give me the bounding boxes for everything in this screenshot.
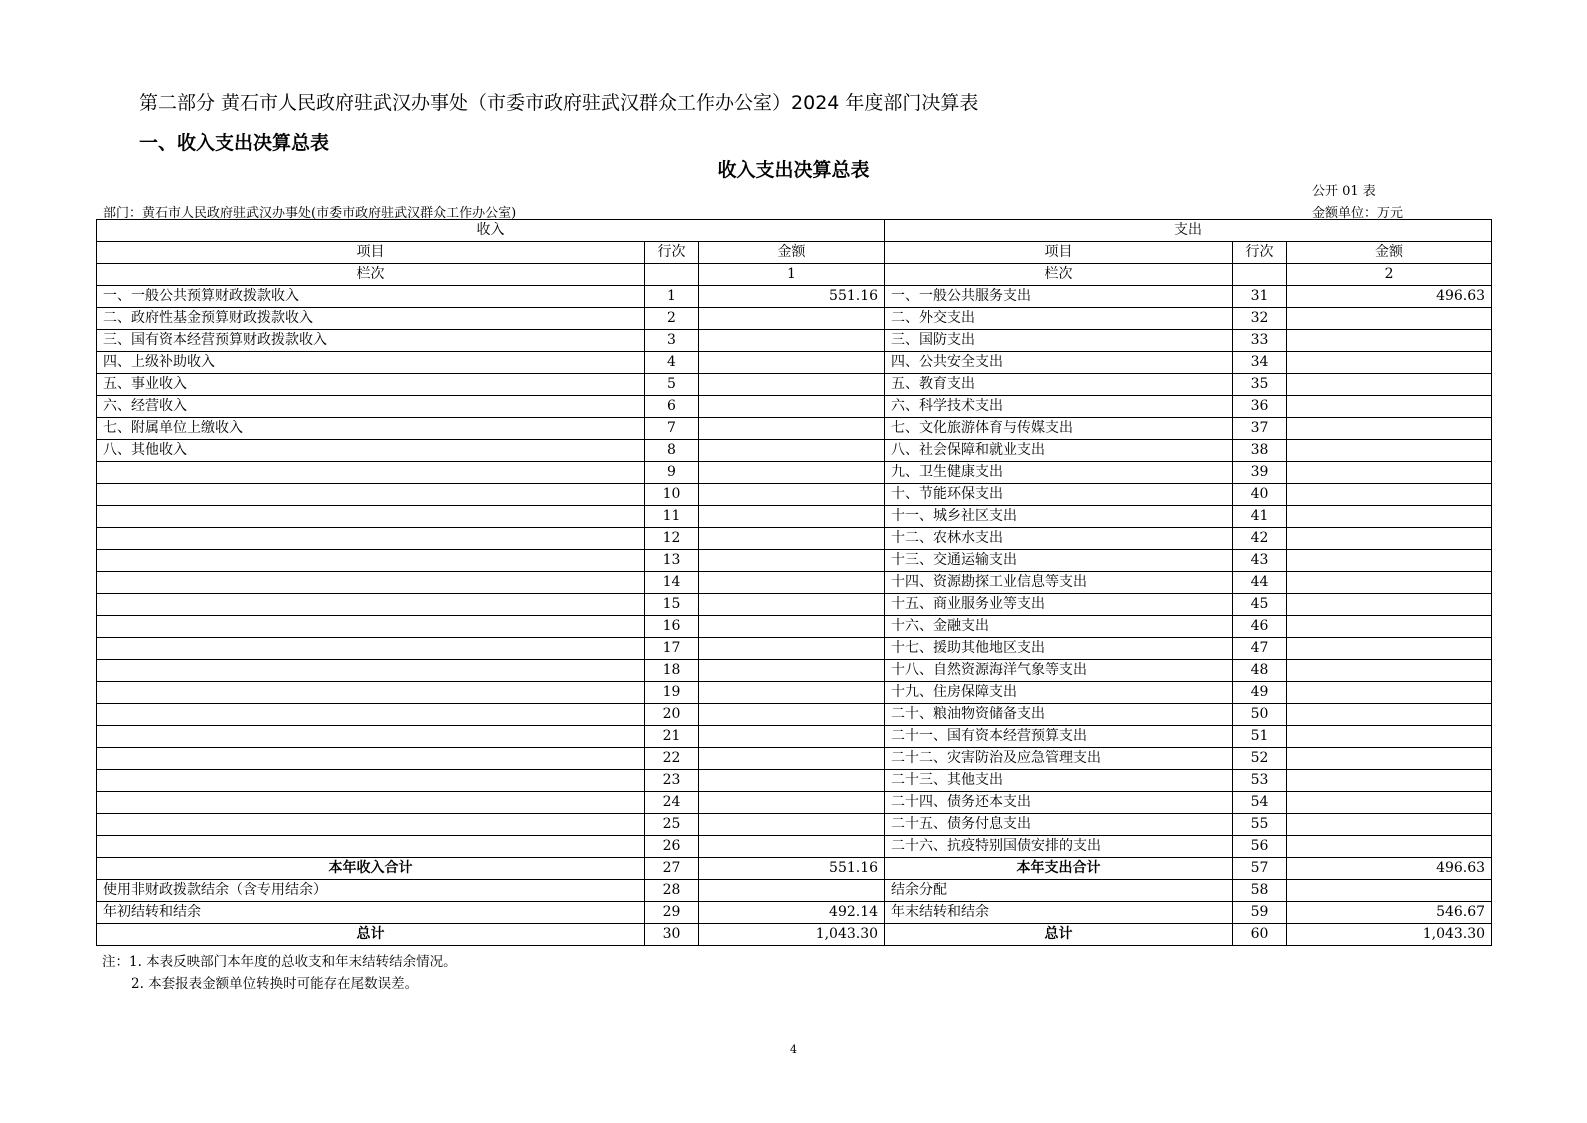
- table-row: [97, 770, 1492, 792]
- income-line-no-header: 行次: [645, 242, 699, 264]
- table-row: [97, 550, 1492, 572]
- income-item-name: [97, 726, 645, 748]
- expense-line-no: 40: [1233, 484, 1287, 506]
- expense-item-name: 十六、金融支出: [885, 616, 1233, 638]
- income-line-no: 23: [645, 770, 699, 792]
- expense-item-name: 十五、商业服务业等支出: [885, 594, 1233, 616]
- income-line-no: 16: [645, 616, 699, 638]
- income-item-name: 六、经营收入: [97, 396, 645, 418]
- expense-line-no: 31: [1233, 286, 1287, 308]
- expense-amount: [1287, 308, 1492, 330]
- expense-item-name: 二十一、国有资本经营预算支出: [885, 726, 1233, 748]
- income-amount: [699, 748, 885, 770]
- expense-amount: [1287, 396, 1492, 418]
- income-amount: [699, 792, 885, 814]
- table-row: [97, 572, 1492, 594]
- income-amount: [699, 704, 885, 726]
- table-row: [97, 616, 1492, 638]
- page-number: 4: [790, 1043, 797, 1056]
- expense-line-no: 48: [1233, 660, 1287, 682]
- department-label: 部门：黄石市人民政府驻武汉办事处(市委市政府驻武汉群众工作办公室): [103, 206, 517, 221]
- income-line-no: 26: [645, 836, 699, 858]
- income-item-header: 项目: [97, 242, 645, 264]
- document-heading: 第二部分 黄石市人民政府驻武汉办事处（市委市政府驻武汉群众工作办公室）2024 年度部门决算表: [139, 92, 979, 114]
- income-amount: 551.16: [699, 858, 885, 880]
- income-amount: [699, 440, 885, 462]
- expense-line-no: 47: [1233, 638, 1287, 660]
- income-amount: [699, 550, 885, 572]
- expense-item-header: 项目: [885, 242, 1233, 264]
- expense-line-no: 55: [1233, 814, 1287, 836]
- income-amount: [699, 638, 885, 660]
- income-line-no: 4: [645, 352, 699, 374]
- table-row: [97, 726, 1492, 748]
- expense-amount: [1287, 704, 1492, 726]
- expense-item-name: 十、节能环保支出: [885, 484, 1233, 506]
- expense-amount: 496.63: [1287, 858, 1492, 880]
- expense-line-no: 34: [1233, 352, 1287, 374]
- expense-item-name: 一、一般公共服务支出: [885, 286, 1233, 308]
- expense-amount: [1287, 726, 1492, 748]
- income-line-no: 21: [645, 726, 699, 748]
- expense-line-no: 58: [1233, 880, 1287, 902]
- income-line-no: 30: [645, 924, 699, 946]
- table-row: [97, 308, 1492, 330]
- expense-line-no-blank: [1233, 264, 1287, 286]
- expense-item-name: 五、教育支出: [885, 374, 1233, 396]
- income-amount: [699, 726, 885, 748]
- table-row: [97, 704, 1492, 726]
- income-amount: [699, 308, 885, 330]
- expense-item-name: 六、科学技术支出: [885, 396, 1233, 418]
- expense-item-name: 七、文化旅游体育与传媒支出: [885, 418, 1233, 440]
- expense-line-no: 41: [1233, 506, 1287, 528]
- expense-line-no: 51: [1233, 726, 1287, 748]
- footnote-2: 2. 本套报表金额单位转换时可能存在尾数误差。: [131, 976, 419, 992]
- expense-line-no: 50: [1233, 704, 1287, 726]
- income-line-no: 15: [645, 594, 699, 616]
- expense-amount: [1287, 638, 1492, 660]
- expense-item-name: 八、社会保障和就业支出: [885, 440, 1233, 462]
- income-line-no: 28: [645, 880, 699, 902]
- expense-item-name: 二十、粮油物资储备支出: [885, 704, 1233, 726]
- income-line-no: 22: [645, 748, 699, 770]
- table-row: [97, 462, 1492, 484]
- income-item-name: 一、一般公共预算财政拨款收入: [97, 286, 645, 308]
- expense-line-no: 46: [1233, 616, 1287, 638]
- expense-line-no: 37: [1233, 418, 1287, 440]
- income-item-name: [97, 660, 645, 682]
- income-line-no: 17: [645, 638, 699, 660]
- income-line-no: 12: [645, 528, 699, 550]
- form-number: 公开 01 表: [1312, 184, 1376, 199]
- income-item-name: 五、事业收入: [97, 374, 645, 396]
- income-line-no: 18: [645, 660, 699, 682]
- income-item-name: [97, 594, 645, 616]
- expense-item-name: 二十二、灾害防治及应急管理支出: [885, 748, 1233, 770]
- income-line-no: 3: [645, 330, 699, 352]
- expense-line-no: 36: [1233, 396, 1287, 418]
- expense-line-no: 42: [1233, 528, 1287, 550]
- income-amount: [699, 396, 885, 418]
- income-amount: [699, 616, 885, 638]
- header-row-column-numbers: [97, 264, 1492, 286]
- table-row: [97, 594, 1492, 616]
- income-line-no: 1: [645, 286, 699, 308]
- summary-row: [97, 880, 1492, 902]
- income-line-no: 14: [645, 572, 699, 594]
- header-row-group: [97, 220, 1492, 242]
- income-line-no: 6: [645, 396, 699, 418]
- income-item-name: [97, 638, 645, 660]
- expense-amount: [1287, 352, 1492, 374]
- income-amount: [699, 660, 885, 682]
- expense-amount: [1287, 462, 1492, 484]
- income-line-no: 5: [645, 374, 699, 396]
- income-amount: [699, 836, 885, 858]
- income-item-name: 二、政府性基金预算财政拨款收入: [97, 308, 645, 330]
- income-line-no: 7: [645, 418, 699, 440]
- table-row: [97, 792, 1492, 814]
- expense-amount: [1287, 550, 1492, 572]
- income-item-name: [97, 484, 645, 506]
- header-row-columns: [97, 242, 1492, 264]
- table-row: [97, 286, 1492, 308]
- income-amount: [699, 572, 885, 594]
- income-line-no: 20: [645, 704, 699, 726]
- income-item-name: [97, 704, 645, 726]
- expense-item-name: 三、国防支出: [885, 330, 1233, 352]
- expense-column-number: 2: [1287, 264, 1492, 286]
- summary-row: [97, 924, 1492, 946]
- table-row: [97, 638, 1492, 660]
- income-item-name: [97, 748, 645, 770]
- income-amount: 1,043.30: [699, 924, 885, 946]
- expense-item-name: 二十五、债务付息支出: [885, 814, 1233, 836]
- expense-line-no: 53: [1233, 770, 1287, 792]
- expense-amount: [1287, 484, 1492, 506]
- expense-amount: [1287, 440, 1492, 462]
- table-row: [97, 528, 1492, 550]
- income-item-name: 四、上级补助收入: [97, 352, 645, 374]
- budget-table: [96, 219, 1492, 946]
- expense-line-no: 39: [1233, 462, 1287, 484]
- income-line-no: 24: [645, 792, 699, 814]
- expense-amount: [1287, 374, 1492, 396]
- table-row: [97, 836, 1492, 858]
- income-item-name: [97, 506, 645, 528]
- summary-row: [97, 858, 1492, 880]
- expense-amount: [1287, 418, 1492, 440]
- expense-item-name: 本年支出合计: [885, 858, 1233, 880]
- income-amount: [699, 770, 885, 792]
- table-row: [97, 814, 1492, 836]
- expense-line-no: 49: [1233, 682, 1287, 704]
- expense-amount: [1287, 748, 1492, 770]
- income-line-no: 10: [645, 484, 699, 506]
- income-item-name: 三、国有资本经营预算财政拨款收入: [97, 330, 645, 352]
- income-line-no: 29: [645, 902, 699, 924]
- table-title: 收入支出决算总表: [717, 159, 870, 181]
- income-amount: [699, 814, 885, 836]
- expense-item-name: 结余分配: [885, 880, 1233, 902]
- table-row: [97, 440, 1492, 462]
- expense-item-name: 九、卫生健康支出: [885, 462, 1233, 484]
- expense-amount: 1,043.30: [1287, 924, 1492, 946]
- expense-item-name: 四、公共安全支出: [885, 352, 1233, 374]
- expense-item-name: 十一、城乡社区支出: [885, 506, 1233, 528]
- income-item-name: 七、附属单位上缴收入: [97, 418, 645, 440]
- expense-amount: [1287, 594, 1492, 616]
- expense-amount: [1287, 616, 1492, 638]
- income-amount: [699, 484, 885, 506]
- footnotes: [102, 951, 457, 995]
- income-item-name: [97, 616, 645, 638]
- table-row: [97, 484, 1492, 506]
- expense-line-no: 32: [1233, 308, 1287, 330]
- expense-line-no: 33: [1233, 330, 1287, 352]
- expense-line-no: 38: [1233, 440, 1287, 462]
- income-item-name: 总计: [97, 924, 645, 946]
- income-line-no: 27: [645, 858, 699, 880]
- expense-item-name: 十三、交通运输支出: [885, 550, 1233, 572]
- income-line-no: 11: [645, 506, 699, 528]
- expense-item-name: 十四、资源勘探工业信息等支出: [885, 572, 1233, 594]
- expense-amount: [1287, 330, 1492, 352]
- expense-line-no: 59: [1233, 902, 1287, 924]
- expense-item-name: 二十三、其他支出: [885, 770, 1233, 792]
- income-item-name: [97, 550, 645, 572]
- income-amount: [699, 330, 885, 352]
- amount-unit: 金额单位：万元: [1312, 206, 1404, 221]
- expense-amount: [1287, 528, 1492, 550]
- expense-line-no: 56: [1233, 836, 1287, 858]
- expense-amount: [1287, 814, 1492, 836]
- expense-line-no: 60: [1233, 924, 1287, 946]
- footnote-1: 注：1. 本表反映部门本年度的总收支和年末结转结余情况。: [102, 954, 457, 970]
- income-amount: [699, 880, 885, 902]
- income-amount: [699, 462, 885, 484]
- expense-item-name: 十七、援助其他地区支出: [885, 638, 1233, 660]
- income-amount: [699, 594, 885, 616]
- income-amount: 551.16: [699, 286, 885, 308]
- expense-amount: [1287, 792, 1492, 814]
- income-amount: [699, 506, 885, 528]
- expense-item-name: 年末结转和结余: [885, 902, 1233, 924]
- expense-amount: [1287, 836, 1492, 858]
- table-row: [97, 682, 1492, 704]
- income-amount: [699, 528, 885, 550]
- expense-amount: [1287, 506, 1492, 528]
- income-item-name: [97, 462, 645, 484]
- income-column-number: 1: [699, 264, 885, 286]
- table-row: [97, 506, 1492, 528]
- table-row: [97, 418, 1492, 440]
- summary-row: [97, 902, 1492, 924]
- expense-header: 支出: [885, 220, 1492, 242]
- income-item-name: [97, 572, 645, 594]
- income-line-no-blank: [645, 264, 699, 286]
- expense-amount: [1287, 572, 1492, 594]
- income-item-name: [97, 770, 645, 792]
- expense-amount: [1287, 880, 1492, 902]
- income-amount: [699, 682, 885, 704]
- expense-item-name: 二十四、债务还本支出: [885, 792, 1233, 814]
- income-item-name: 使用非财政拨款结余（含专用结余）: [97, 880, 645, 902]
- expense-amount: 546.67: [1287, 902, 1492, 924]
- expense-item-name: 二、外交支出: [885, 308, 1233, 330]
- expense-line-no: 44: [1233, 572, 1287, 594]
- income-item-name: [97, 814, 645, 836]
- expense-line-no: 45: [1233, 594, 1287, 616]
- income-line-no: 9: [645, 462, 699, 484]
- income-line-no: 2: [645, 308, 699, 330]
- expense-item-name: 十二、农林水支出: [885, 528, 1233, 550]
- expense-item-name: 二十六、抗疫特别国债安排的支出: [885, 836, 1233, 858]
- expense-amount: 496.63: [1287, 286, 1492, 308]
- income-item-name: 本年收入合计: [97, 858, 645, 880]
- expense-line-no: 43: [1233, 550, 1287, 572]
- table-row: [97, 396, 1492, 418]
- income-item-name: [97, 682, 645, 704]
- income-amount: [699, 374, 885, 396]
- income-item-name: [97, 528, 645, 550]
- table-row: [97, 374, 1492, 396]
- income-item-name: [97, 792, 645, 814]
- income-line-no: 25: [645, 814, 699, 836]
- income-column-no-label: 栏次: [97, 264, 645, 286]
- income-line-no: 19: [645, 682, 699, 704]
- expense-item-name: 十八、自然资源海洋气象等支出: [885, 660, 1233, 682]
- expense-amount: [1287, 660, 1492, 682]
- expense-item-name: 十九、住房保障支出: [885, 682, 1233, 704]
- expense-column-no-label: 栏次: [885, 264, 1233, 286]
- income-line-no: 13: [645, 550, 699, 572]
- expense-line-no: 35: [1233, 374, 1287, 396]
- income-amount: [699, 418, 885, 440]
- income-amount-header: 金额: [699, 242, 885, 264]
- expense-line-no: 57: [1233, 858, 1287, 880]
- income-item-name: 年初结转和结余: [97, 902, 645, 924]
- income-line-no: 8: [645, 440, 699, 462]
- expense-line-no: 54: [1233, 792, 1287, 814]
- section-title: 一、收入支出决算总表: [139, 132, 330, 154]
- income-amount: [699, 352, 885, 374]
- table-row: [97, 352, 1492, 374]
- expense-line-no: 52: [1233, 748, 1287, 770]
- income-header: 收入: [97, 220, 885, 242]
- expense-item-name: 总计: [885, 924, 1233, 946]
- expense-line-no-header: 行次: [1233, 242, 1287, 264]
- income-item-name: [97, 836, 645, 858]
- expense-amount: [1287, 682, 1492, 704]
- table-row: [97, 330, 1492, 352]
- table-row: [97, 660, 1492, 682]
- income-amount: 492.14: [699, 902, 885, 924]
- income-item-name: 八、其他收入: [97, 440, 645, 462]
- expense-amount: [1287, 770, 1492, 792]
- table-row: [97, 748, 1492, 770]
- expense-amount-header: 金额: [1287, 242, 1492, 264]
